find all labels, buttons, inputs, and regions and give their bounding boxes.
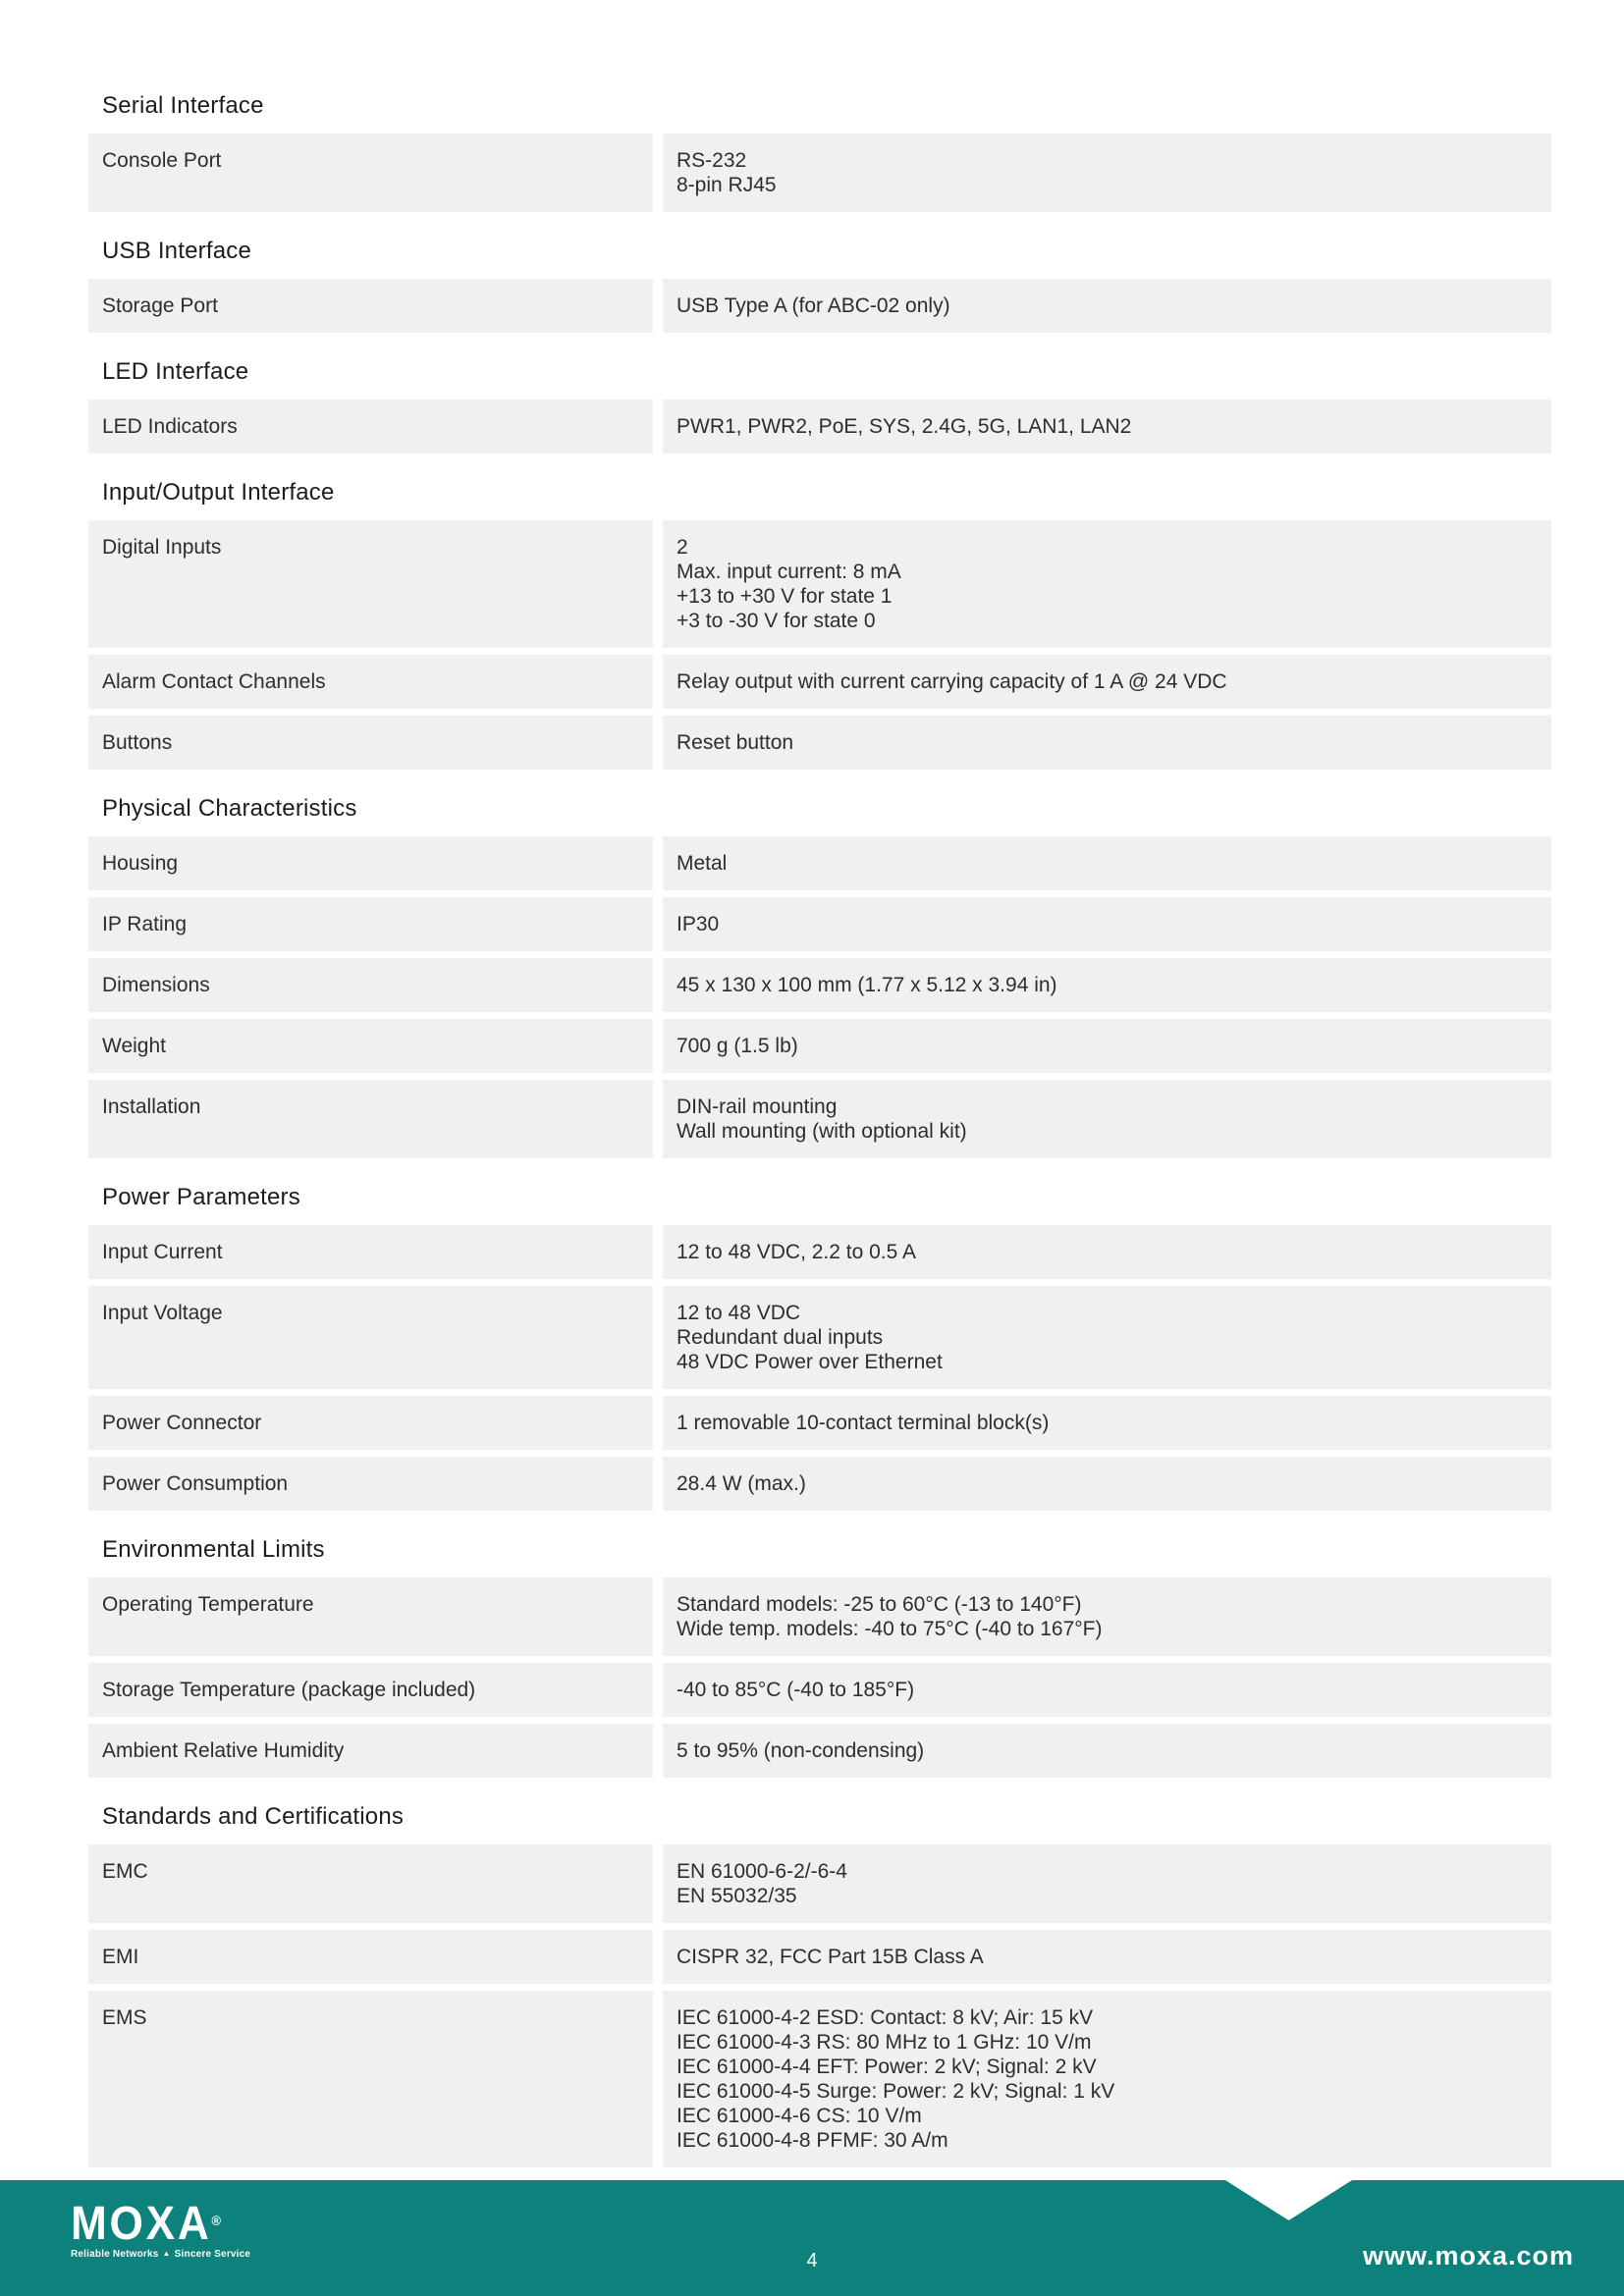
value-line: Standard models: -25 to 60°C (-13 to 140°F)	[677, 1593, 1082, 1616]
section-rows	[0, 400, 1624, 454]
footer-notch	[1225, 2180, 1352, 2220]
spec-label: Input Current	[102, 1241, 223, 1263]
spec-label: EMS	[102, 2006, 147, 2029]
spec-label: Housing	[102, 852, 179, 875]
spec-label-cell	[88, 520, 653, 648]
value-line: 12 to 48 VDC	[677, 1302, 801, 1324]
moxa-logo-text: MOXA	[71, 2198, 212, 2250]
value-line: CISPR 32, FCC Part 15B Class A	[677, 1946, 984, 1968]
spec-value-cell	[663, 1080, 1551, 1158]
spec-label-cell	[88, 655, 653, 709]
spec-label-cell	[88, 133, 653, 212]
value-line: -40 to 85°C (-40 to 185°F)	[677, 1679, 915, 1701]
spec-section	[0, 1536, 1624, 1778]
value-line: IEC 61000-4-4 EFT: Power: 2 kV; Signal: 2 kV	[677, 2056, 1097, 2078]
spec-label-cell	[88, 400, 653, 454]
section-rows	[0, 1844, 1624, 2167]
value-line: Reset button	[677, 731, 794, 754]
section-rows	[0, 1225, 1624, 1511]
value-line: 12 to 48 VDC, 2.2 to 0.5 A	[677, 1241, 916, 1263]
spec-label-cell	[88, 1286, 653, 1389]
section-rows	[0, 836, 1624, 1158]
spec-label: Power Connector	[102, 1412, 262, 1434]
table-row	[88, 1724, 1624, 1778]
section-rows	[0, 133, 1624, 212]
table-row	[88, 836, 1624, 890]
page-number: 4	[806, 2250, 818, 2271]
spec-label-cell	[88, 1724, 653, 1778]
spec-label: IP Rating	[102, 913, 187, 935]
value-line: RS-232	[677, 149, 747, 172]
spec-value-cell	[663, 133, 1551, 212]
table-row	[88, 520, 1624, 648]
section-title: Input/Output Interface	[102, 479, 335, 506]
section-rows	[0, 1577, 1624, 1778]
spec-label-cell	[88, 1396, 653, 1450]
table-row	[88, 958, 1624, 1012]
tagline-right: Sincere Service	[174, 2249, 251, 2260]
spec-section	[0, 238, 1624, 333]
value-line: USB Type A (for ABC-02 only)	[677, 294, 950, 317]
spec-value-cell	[663, 897, 1551, 951]
table-row	[88, 1577, 1624, 1656]
value-line: IEC 61000-4-6 CS: 10 V/m	[677, 2105, 922, 2127]
section-title: Power Parameters	[102, 1184, 300, 1210]
spec-value-cell	[663, 1286, 1551, 1389]
value-line: 48 VDC Power over Ethernet	[677, 1351, 943, 1373]
spec-value-cell	[663, 1724, 1551, 1778]
spec-label: Ambient Relative Humidity	[102, 1739, 345, 1762]
value-line: IEC 61000-4-8 PFMF: 30 A/m	[677, 2129, 948, 2152]
triangle-icon: ▲	[162, 2249, 171, 2258]
spec-label-cell	[88, 1663, 653, 1717]
value-line: PWR1, PWR2, PoE, SYS, 2.4G, 5G, LAN1, LAN2	[677, 415, 1132, 438]
spec-label: Input Voltage	[102, 1302, 223, 1324]
footer-bar	[0, 2180, 1624, 2296]
section-title: Physical Characteristics	[102, 795, 357, 822]
spec-section	[0, 1184, 1624, 1511]
spec-label: Buttons	[102, 731, 173, 754]
section-title: LED Interface	[102, 358, 249, 385]
table-row	[88, 716, 1624, 770]
spec-value-cell	[663, 1577, 1551, 1656]
spec-label-cell	[88, 1080, 653, 1158]
spec-section	[0, 92, 1624, 212]
spec-label: EMI	[102, 1946, 139, 1968]
section-rows	[0, 279, 1624, 333]
value-line: DIN-rail mounting	[677, 1095, 838, 1118]
spec-label: Digital Inputs	[102, 536, 222, 559]
spec-label: Operating Temperature	[102, 1593, 314, 1616]
section-title: Environmental Limits	[102, 1536, 325, 1563]
table-row	[88, 400, 1624, 454]
spec-value-cell	[663, 1225, 1551, 1279]
table-row	[88, 1663, 1624, 1717]
value-line: Relay output with current carrying capacity of 1 A @ 24 VDC	[677, 670, 1227, 693]
value-line: 45 x 130 x 100 mm (1.77 x 5.12 x 3.94 in)	[677, 974, 1057, 996]
value-line: +13 to +30 V for state 1	[677, 585, 893, 608]
spec-value-cell	[663, 1844, 1551, 1923]
spec-label-cell	[88, 1225, 653, 1279]
table-row	[88, 279, 1624, 333]
value-line: IEC 61000-4-5 Surge: Power: 2 kV; Signal: 1 kV	[677, 2080, 1115, 2103]
spec-label-cell	[88, 1457, 653, 1511]
value-line: 8-pin RJ45	[677, 174, 777, 196]
table-row	[88, 1457, 1624, 1511]
spec-label-cell	[88, 958, 653, 1012]
spec-value-cell	[663, 716, 1551, 770]
spec-value-cell	[663, 1991, 1551, 2167]
value-line: 2	[677, 536, 688, 559]
table-row	[88, 1991, 1624, 2167]
table-row	[88, 1286, 1624, 1389]
registered-trademark-icon: ®	[211, 2213, 222, 2228]
moxa-logo-wordmark	[71, 2198, 237, 2250]
spec-label: Console Port	[102, 149, 222, 172]
spec-value-cell	[663, 836, 1551, 890]
spec-label-cell	[88, 897, 653, 951]
spec-label-cell	[88, 1991, 653, 2167]
spec-value-cell	[663, 958, 1551, 1012]
spec-label: Storage Temperature (package included)	[102, 1679, 476, 1701]
website-link[interactable]: www.moxa.com	[1362, 2241, 1574, 2270]
spec-value-cell	[663, 1663, 1551, 1717]
spec-value-cell	[663, 1019, 1551, 1073]
spec-label-cell	[88, 1930, 653, 1984]
tagline-left: Reliable Networks	[71, 2249, 159, 2260]
spec-label-cell	[88, 1577, 653, 1656]
value-line: IEC 61000-4-3 RS: 80 MHz to 1 GHz: 10 V/m	[677, 2031, 1092, 2054]
spec-label: Installation	[102, 1095, 201, 1118]
value-line: 1 removable 10-contact terminal block(s)	[677, 1412, 1050, 1434]
spec-label-cell	[88, 1844, 653, 1923]
table-row	[88, 1080, 1624, 1158]
table-row	[88, 1930, 1624, 1984]
spec-value-cell	[663, 400, 1551, 454]
spec-label: LED Indicators	[102, 415, 238, 438]
table-row	[88, 1225, 1624, 1279]
value-line: Metal	[677, 852, 728, 875]
spec-label: EMC	[102, 1860, 148, 1883]
spec-label-cell	[88, 836, 653, 890]
spec-section	[0, 1803, 1624, 2167]
table-row	[88, 897, 1624, 951]
value-line: Redundant dual inputs	[677, 1326, 884, 1349]
table-row	[88, 1844, 1624, 1923]
value-line: Wall mounting (with optional kit)	[677, 1120, 967, 1143]
value-line: +3 to -30 V for state 0	[677, 610, 876, 632]
spec-label: Storage Port	[102, 294, 218, 317]
value-line: IP30	[677, 913, 720, 935]
spec-section	[0, 795, 1624, 1158]
spec-value-cell	[663, 520, 1551, 648]
section-rows	[0, 520, 1624, 770]
spec-label-cell	[88, 716, 653, 770]
section-title: Serial Interface	[102, 92, 264, 119]
table-row	[88, 1396, 1624, 1450]
table-row	[88, 133, 1624, 212]
value-line: Wide temp. models: -40 to 75°C (-40 to 167°F)	[677, 1618, 1103, 1640]
section-title: USB Interface	[102, 238, 252, 264]
value-line: 5 to 95% (non-condensing)	[677, 1739, 925, 1762]
spec-label: Power Consumption	[102, 1472, 289, 1495]
spec-value-cell	[663, 655, 1551, 709]
spec-value-cell	[663, 279, 1551, 333]
spec-value-cell	[663, 1930, 1551, 1984]
spec-label: Alarm Contact Channels	[102, 670, 326, 693]
spec-label-cell	[88, 279, 653, 333]
spec-value-cell	[663, 1457, 1551, 1511]
spec-section	[0, 479, 1624, 770]
spec-label: Dimensions	[102, 974, 210, 996]
table-row	[88, 1019, 1624, 1073]
value-line: Max. input current: 8 mA	[677, 561, 901, 583]
spec-value-cell	[663, 1396, 1551, 1450]
section-title: Standards and Certifications	[102, 1803, 405, 1830]
spec-label: Weight	[102, 1035, 166, 1057]
spec-label-cell	[88, 1019, 653, 1073]
value-line: 700 g (1.5 lb)	[677, 1035, 798, 1057]
value-line: EN 55032/35	[677, 1885, 797, 1907]
value-line: IEC 61000-4-2 ESD: Contact: 8 kV; Air: 15 kV	[677, 2006, 1094, 2029]
value-line: EN 61000-6-2/-6-4	[677, 1860, 847, 1883]
spec-section	[0, 358, 1624, 454]
value-line: 28.4 W (max.)	[677, 1472, 806, 1495]
table-row	[88, 655, 1624, 709]
